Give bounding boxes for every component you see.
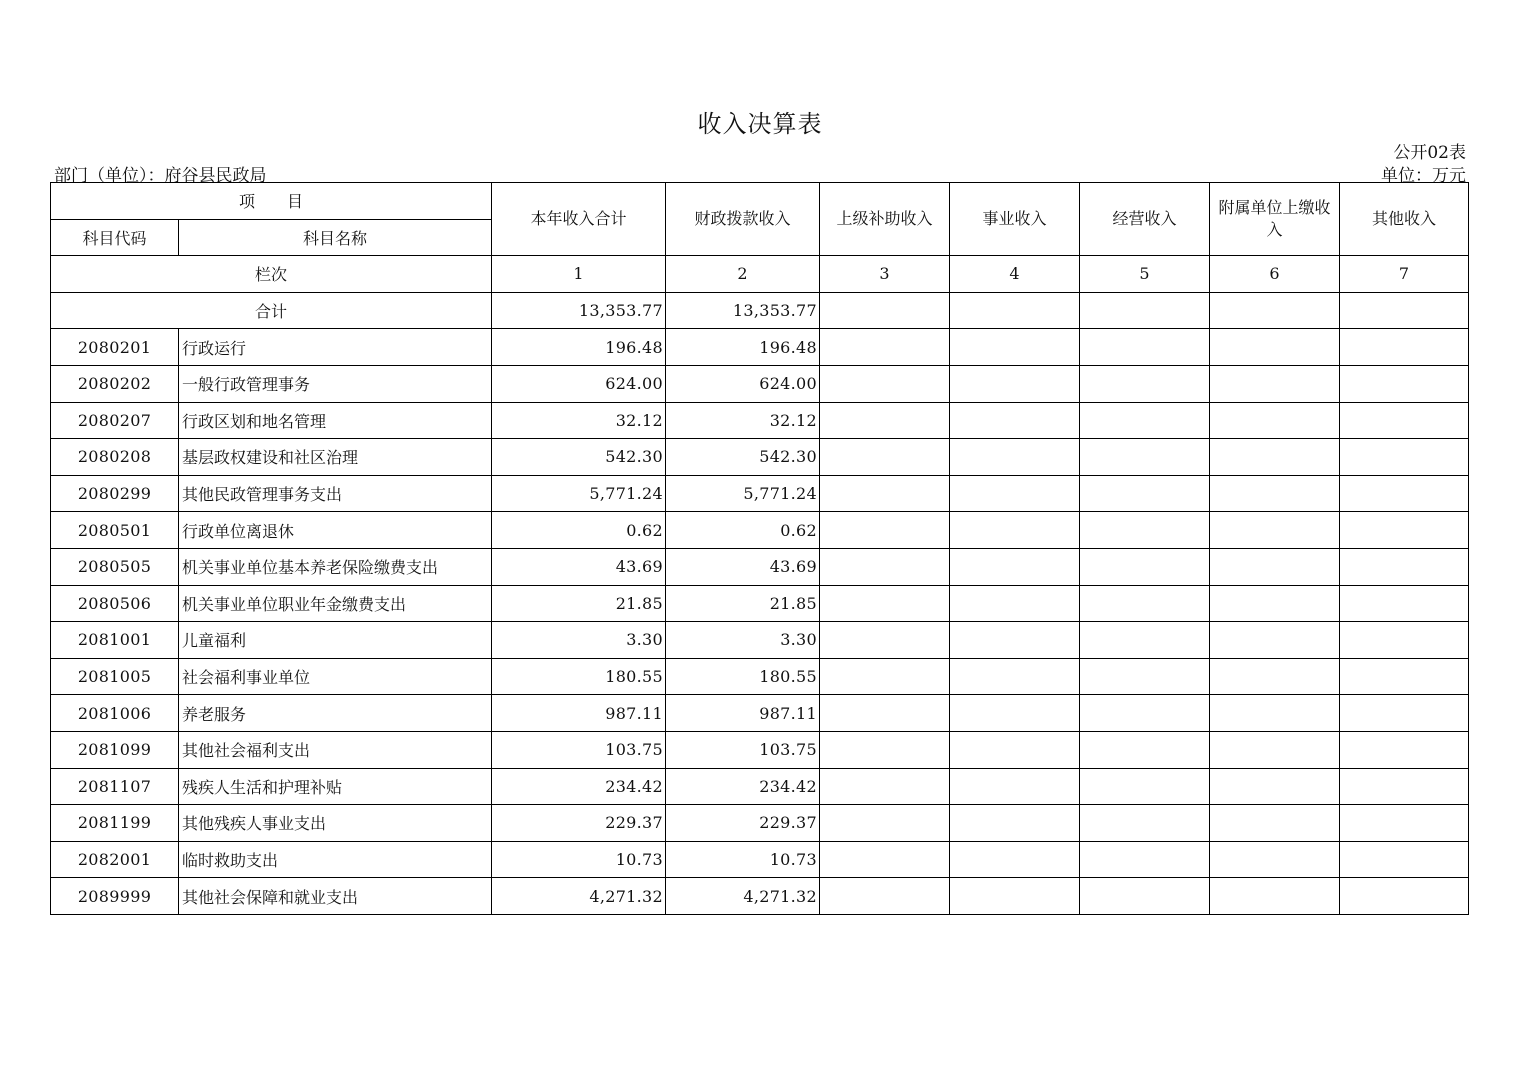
subject-name: 行政单位离退休 bbox=[179, 512, 492, 549]
amount-cell bbox=[1340, 402, 1469, 439]
amount-cell bbox=[1210, 731, 1340, 768]
subject-code: 2089999 bbox=[51, 878, 179, 915]
subject-name: 行政区划和地名管理 bbox=[179, 402, 492, 439]
table-row bbox=[51, 622, 1469, 659]
amount-cell bbox=[820, 841, 950, 878]
table-row bbox=[51, 402, 1469, 439]
amount-cell bbox=[1210, 402, 1340, 439]
amount-cell: 229.37 bbox=[492, 805, 666, 842]
table-row bbox=[51, 475, 1469, 512]
table-row bbox=[51, 658, 1469, 695]
header-col-affiliated: 附属单位上缴收入 bbox=[1210, 183, 1340, 256]
amount-cell bbox=[1210, 475, 1340, 512]
amount-cell bbox=[1080, 731, 1210, 768]
amount-cell: 196.48 bbox=[666, 329, 820, 366]
table-row bbox=[51, 439, 1469, 476]
column-index: 1 bbox=[492, 256, 666, 293]
amount-cell bbox=[1080, 622, 1210, 659]
table-row bbox=[51, 695, 1469, 732]
amount-cell bbox=[1210, 329, 1340, 366]
subject-name: 残疾人生活和护理补贴 bbox=[179, 768, 492, 805]
table-row bbox=[51, 731, 1469, 768]
amount-cell bbox=[1210, 585, 1340, 622]
table-row bbox=[51, 841, 1469, 878]
amount-cell: 21.85 bbox=[666, 585, 820, 622]
amount-cell: 987.11 bbox=[492, 695, 666, 732]
column-index: 5 bbox=[1080, 256, 1210, 293]
subject-code: 2081006 bbox=[51, 695, 179, 732]
amount-cell: 103.75 bbox=[666, 731, 820, 768]
subject-code: 2081005 bbox=[51, 658, 179, 695]
subject-name: 临时救助支出 bbox=[179, 841, 492, 878]
amount-cell bbox=[820, 512, 950, 549]
amount-cell: 10.73 bbox=[492, 841, 666, 878]
amount-cell bbox=[820, 622, 950, 659]
amount-cell bbox=[820, 365, 950, 402]
total-value bbox=[1210, 292, 1340, 329]
amount-cell bbox=[950, 731, 1080, 768]
subject-name: 其他民政管理事务支出 bbox=[179, 475, 492, 512]
amount-cell bbox=[1080, 768, 1210, 805]
subject-name: 其他残疾人事业支出 bbox=[179, 805, 492, 842]
amount-cell bbox=[950, 878, 1080, 915]
column-index: 6 bbox=[1210, 256, 1340, 293]
column-index-label: 栏次 bbox=[51, 256, 492, 293]
amount-cell bbox=[820, 768, 950, 805]
subject-name: 社会福利事业单位 bbox=[179, 658, 492, 695]
subject-code: 2080201 bbox=[51, 329, 179, 366]
amount-cell bbox=[1080, 805, 1210, 842]
amount-cell: 5,771.24 bbox=[666, 475, 820, 512]
total-value bbox=[820, 292, 950, 329]
subject-name: 机关事业单位基本养老保险缴费支出 bbox=[179, 548, 492, 585]
amount-cell: 0.62 bbox=[666, 512, 820, 549]
subject-name: 一般行政管理事务 bbox=[179, 365, 492, 402]
total-label: 合计 bbox=[51, 292, 492, 329]
subject-name: 基层政权建设和社区治理 bbox=[179, 439, 492, 476]
column-index: 2 bbox=[666, 256, 820, 293]
amount-cell bbox=[820, 585, 950, 622]
amount-cell bbox=[1340, 805, 1469, 842]
amount-cell bbox=[1080, 585, 1210, 622]
amount-cell bbox=[950, 658, 1080, 695]
amount-cell bbox=[1210, 658, 1340, 695]
amount-cell: 43.69 bbox=[492, 548, 666, 585]
amount-cell bbox=[1210, 805, 1340, 842]
amount-cell: 3.30 bbox=[666, 622, 820, 659]
income-table bbox=[50, 182, 1469, 915]
amount-cell bbox=[1080, 475, 1210, 512]
amount-cell bbox=[820, 658, 950, 695]
amount-cell bbox=[1340, 695, 1469, 732]
form-number: 公开02表 bbox=[1393, 143, 1466, 163]
amount-cell bbox=[1210, 695, 1340, 732]
amount-cell bbox=[820, 439, 950, 476]
amount-cell bbox=[1340, 475, 1469, 512]
amount-cell bbox=[1210, 548, 1340, 585]
amount-cell: 4,271.32 bbox=[492, 878, 666, 915]
amount-cell: 542.30 bbox=[666, 439, 820, 476]
page-title: 收入决算表 bbox=[697, 110, 823, 138]
amount-cell bbox=[950, 365, 1080, 402]
amount-cell bbox=[1210, 878, 1340, 915]
header-project: 项 目 bbox=[51, 183, 492, 220]
amount-cell bbox=[1080, 402, 1210, 439]
column-index: 7 bbox=[1340, 256, 1469, 293]
amount-cell bbox=[950, 841, 1080, 878]
subject-code: 2081099 bbox=[51, 731, 179, 768]
amount-cell bbox=[950, 622, 1080, 659]
header-code: 科目代码 bbox=[51, 219, 179, 256]
header-row-top bbox=[51, 183, 1469, 220]
amount-cell: 624.00 bbox=[666, 365, 820, 402]
amount-cell bbox=[1080, 695, 1210, 732]
amount-cell: 21.85 bbox=[492, 585, 666, 622]
total-value: 13,353.77 bbox=[666, 292, 820, 329]
amount-cell bbox=[820, 695, 950, 732]
total-value bbox=[1080, 292, 1210, 329]
subject-code: 2080202 bbox=[51, 365, 179, 402]
amount-cell: 987.11 bbox=[666, 695, 820, 732]
subject-code: 2081001 bbox=[51, 622, 179, 659]
subject-name: 儿童福利 bbox=[179, 622, 492, 659]
amount-cell bbox=[950, 585, 1080, 622]
column-index: 3 bbox=[820, 256, 950, 293]
amount-cell: 180.55 bbox=[492, 658, 666, 695]
amount-cell bbox=[1210, 439, 1340, 476]
amount-cell bbox=[1080, 841, 1210, 878]
amount-cell: 234.42 bbox=[666, 768, 820, 805]
amount-cell bbox=[1340, 768, 1469, 805]
amount-cell bbox=[1340, 841, 1469, 878]
amount-cell: 103.75 bbox=[492, 731, 666, 768]
amount-cell bbox=[1340, 439, 1469, 476]
table-row bbox=[51, 548, 1469, 585]
subject-code: 2080208 bbox=[51, 439, 179, 476]
total-value bbox=[1340, 292, 1469, 329]
amount-cell bbox=[1210, 365, 1340, 402]
amount-cell bbox=[950, 805, 1080, 842]
subject-name: 行政运行 bbox=[179, 329, 492, 366]
column-index: 4 bbox=[950, 256, 1080, 293]
amount-cell bbox=[950, 548, 1080, 585]
amount-cell bbox=[820, 731, 950, 768]
amount-cell: 3.30 bbox=[492, 622, 666, 659]
amount-cell bbox=[820, 329, 950, 366]
amount-cell bbox=[950, 695, 1080, 732]
amount-cell bbox=[1080, 329, 1210, 366]
amount-cell: 542.30 bbox=[492, 439, 666, 476]
total-value bbox=[950, 292, 1080, 329]
total-value: 13,353.77 bbox=[492, 292, 666, 329]
amount-cell bbox=[820, 878, 950, 915]
amount-cell bbox=[1080, 658, 1210, 695]
header-col-fiscal: 财政拨款收入 bbox=[666, 183, 820, 256]
header-col-superior: 上级补助收入 bbox=[820, 183, 950, 256]
subject-code: 2080505 bbox=[51, 548, 179, 585]
subject-code: 2080506 bbox=[51, 585, 179, 622]
header-col-operating: 经营收入 bbox=[1080, 183, 1210, 256]
amount-cell bbox=[1080, 512, 1210, 549]
amount-cell: 180.55 bbox=[666, 658, 820, 695]
amount-cell bbox=[820, 805, 950, 842]
amount-cell bbox=[1340, 512, 1469, 549]
department-label: 部门（单位）：府谷县民政局 bbox=[54, 166, 267, 186]
subject-code: 2081107 bbox=[51, 768, 179, 805]
amount-cell bbox=[1080, 548, 1210, 585]
table-row bbox=[51, 878, 1469, 915]
subject-name: 养老服务 bbox=[179, 695, 492, 732]
amount-cell: 4,271.32 bbox=[666, 878, 820, 915]
amount-cell: 0.62 bbox=[492, 512, 666, 549]
amount-cell: 32.12 bbox=[666, 402, 820, 439]
header-col-other: 其他收入 bbox=[1340, 183, 1469, 256]
amount-cell bbox=[950, 402, 1080, 439]
amount-cell: 32.12 bbox=[492, 402, 666, 439]
amount-cell bbox=[1210, 622, 1340, 659]
amount-cell bbox=[1340, 329, 1469, 366]
subject-code: 2081199 bbox=[51, 805, 179, 842]
amount-cell bbox=[950, 475, 1080, 512]
table-row bbox=[51, 329, 1469, 366]
amount-cell bbox=[950, 512, 1080, 549]
amount-cell bbox=[1340, 658, 1469, 695]
subject-code: 2082001 bbox=[51, 841, 179, 878]
header-col-total: 本年收入合计 bbox=[492, 183, 666, 256]
amount-cell bbox=[1080, 439, 1210, 476]
header-name: 科目名称 bbox=[179, 219, 492, 256]
table-row bbox=[51, 512, 1469, 549]
table-row bbox=[51, 805, 1469, 842]
amount-cell: 624.00 bbox=[492, 365, 666, 402]
amount-cell: 196.48 bbox=[492, 329, 666, 366]
amount-cell bbox=[1210, 512, 1340, 549]
total-row bbox=[51, 292, 1469, 329]
amount-cell: 234.42 bbox=[492, 768, 666, 805]
amount-cell bbox=[950, 329, 1080, 366]
table-row bbox=[51, 768, 1469, 805]
amount-cell bbox=[1340, 585, 1469, 622]
amount-cell bbox=[1210, 768, 1340, 805]
subject-name: 其他社会福利支出 bbox=[179, 731, 492, 768]
amount-cell bbox=[820, 548, 950, 585]
amount-cell bbox=[1080, 365, 1210, 402]
amount-cell bbox=[820, 475, 950, 512]
amount-cell bbox=[1340, 878, 1469, 915]
amount-cell bbox=[1210, 841, 1340, 878]
table-row bbox=[51, 365, 1469, 402]
amount-cell: 5,771.24 bbox=[492, 475, 666, 512]
amount-cell bbox=[1080, 878, 1210, 915]
subject-code: 2080501 bbox=[51, 512, 179, 549]
amount-cell bbox=[1340, 622, 1469, 659]
amount-cell bbox=[950, 439, 1080, 476]
amount-cell bbox=[1340, 365, 1469, 402]
subject-code: 2080299 bbox=[51, 475, 179, 512]
amount-cell: 229.37 bbox=[666, 805, 820, 842]
amount-cell: 10.73 bbox=[666, 841, 820, 878]
column-index-row bbox=[51, 256, 1469, 293]
subject-name: 机关事业单位职业年金缴费支出 bbox=[179, 585, 492, 622]
subject-code: 2080207 bbox=[51, 402, 179, 439]
amount-cell bbox=[1340, 731, 1469, 768]
subject-name: 其他社会保障和就业支出 bbox=[179, 878, 492, 915]
table-row bbox=[51, 585, 1469, 622]
amount-cell bbox=[950, 768, 1080, 805]
amount-cell: 43.69 bbox=[666, 548, 820, 585]
unit-label: 单位：万元 bbox=[1381, 166, 1466, 186]
amount-cell bbox=[820, 402, 950, 439]
header-col-business: 事业收入 bbox=[950, 183, 1080, 256]
amount-cell bbox=[1340, 548, 1469, 585]
